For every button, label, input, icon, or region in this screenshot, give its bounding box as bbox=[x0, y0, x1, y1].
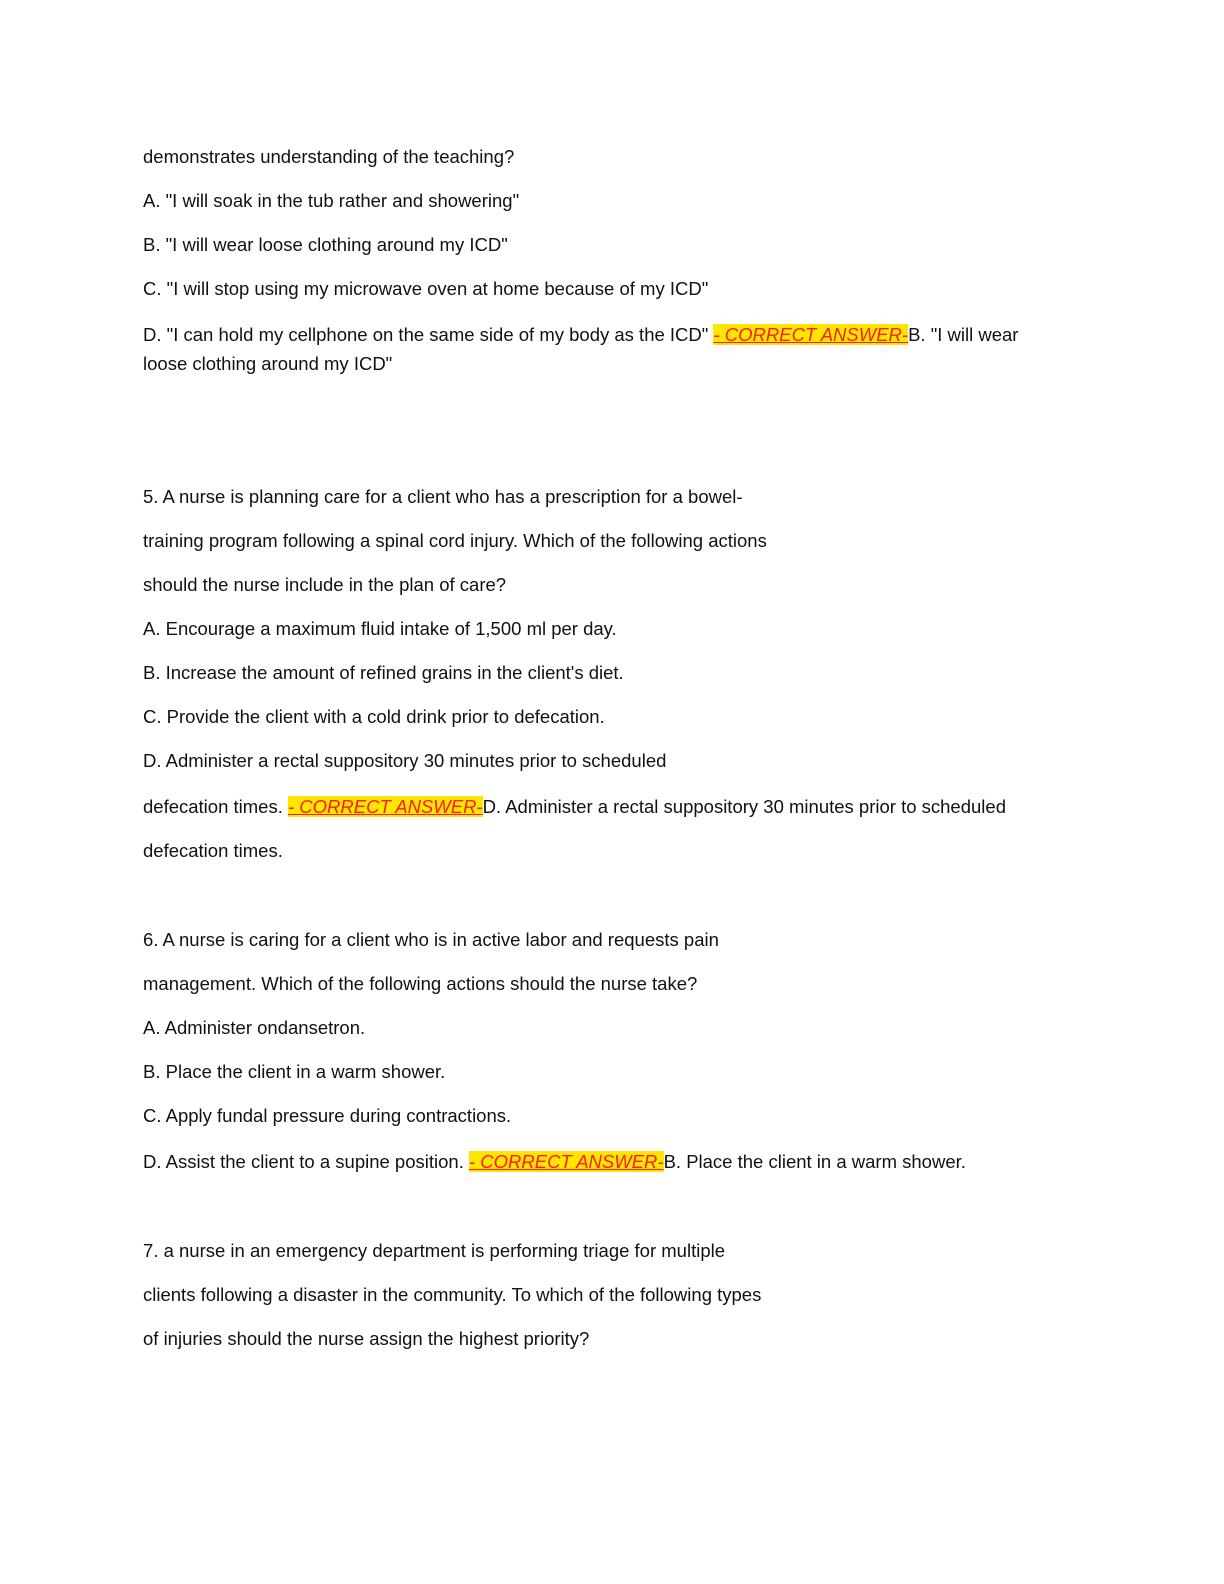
page-content bbox=[143, 142, 1043, 1353]
q6-correct-answer-marker: - CORRECT ANSWER- bbox=[468, 1151, 664, 1172]
q5-option-d-cont: defecation times. bbox=[143, 796, 288, 817]
q6-stem-line-1: 6. A nurse is caring for a client who is in active labor and requests pain bbox=[143, 929, 719, 950]
q4-option-a: A. "I will soak in the tub rather and showering" bbox=[143, 190, 520, 211]
q4-answer: B. "I will wear loose clothing around my ICD" bbox=[143, 324, 1019, 374]
q7-stem-line-3: of injuries should the nurse assign the highest priority? bbox=[143, 1328, 590, 1349]
q5-option-c: C. Provide the client with a cold drink prior to defecation. bbox=[143, 706, 605, 727]
q7-stem-line-2: clients following a disaster in the community. To which of the following types bbox=[143, 1284, 762, 1305]
q5-option-d: D. Administer a rectal suppository 30 minutes prior to scheduled bbox=[143, 750, 667, 771]
q4-option-d-with-answer bbox=[143, 320, 1043, 378]
q6-option-c: C. Apply fundal pressure during contractions. bbox=[143, 1105, 512, 1126]
q5-answer-cont: defecation times. bbox=[143, 840, 283, 861]
q4-option-c: C. "I will stop using my microwave oven at home because of my ICD" bbox=[143, 278, 709, 299]
q7-stem-line-1: 7. a nurse in an emergency department is performing triage for multiple bbox=[143, 1240, 726, 1261]
q5-stem-line-1: 5. A nurse is planning care for a client who has a prescription for a bowel- bbox=[143, 486, 743, 507]
q6-stem-line-2: management. Which of the following actions should the nurse take? bbox=[143, 973, 698, 994]
q6-option-d-with-answer bbox=[143, 1147, 1043, 1176]
q6-answer: B. Place the client in a warm shower. bbox=[663, 1151, 966, 1172]
q4-correct-answer-marker: - CORRECT ANSWER- bbox=[713, 324, 909, 345]
q5-correct-answer-marker: - CORRECT ANSWER- bbox=[288, 796, 483, 817]
q5-option-a: A. Encourage a maximum fluid intake of 1,500 ml per day. bbox=[143, 618, 617, 639]
q5-stem-line-2: training program following a spinal cord injury. Which of the following actions bbox=[143, 530, 767, 551]
q4-stem-end: demonstrates understanding of the teaching? bbox=[143, 146, 515, 167]
q6-option-a: A. Administer ondansetron. bbox=[143, 1017, 366, 1038]
q5-stem-line-3: should the nurse include in the plan of care? bbox=[143, 574, 507, 595]
q4-option-d: D. "I can hold my cellphone on the same side of my body as the ICD" bbox=[143, 324, 714, 345]
q6-option-d: D. Assist the client to a supine position. bbox=[143, 1151, 469, 1172]
q4-option-b: B. "I will wear loose clothing around my ICD" bbox=[143, 234, 508, 255]
q5-answer: D. Administer a rectal suppository 30 minutes prior to scheduled bbox=[482, 796, 1006, 817]
q5-option-b: B. Increase the amount of refined grains in the client's diet. bbox=[143, 662, 624, 683]
q6-option-b: B. Place the client in a warm shower. bbox=[143, 1061, 446, 1082]
q5-answer-line bbox=[143, 792, 1043, 821]
